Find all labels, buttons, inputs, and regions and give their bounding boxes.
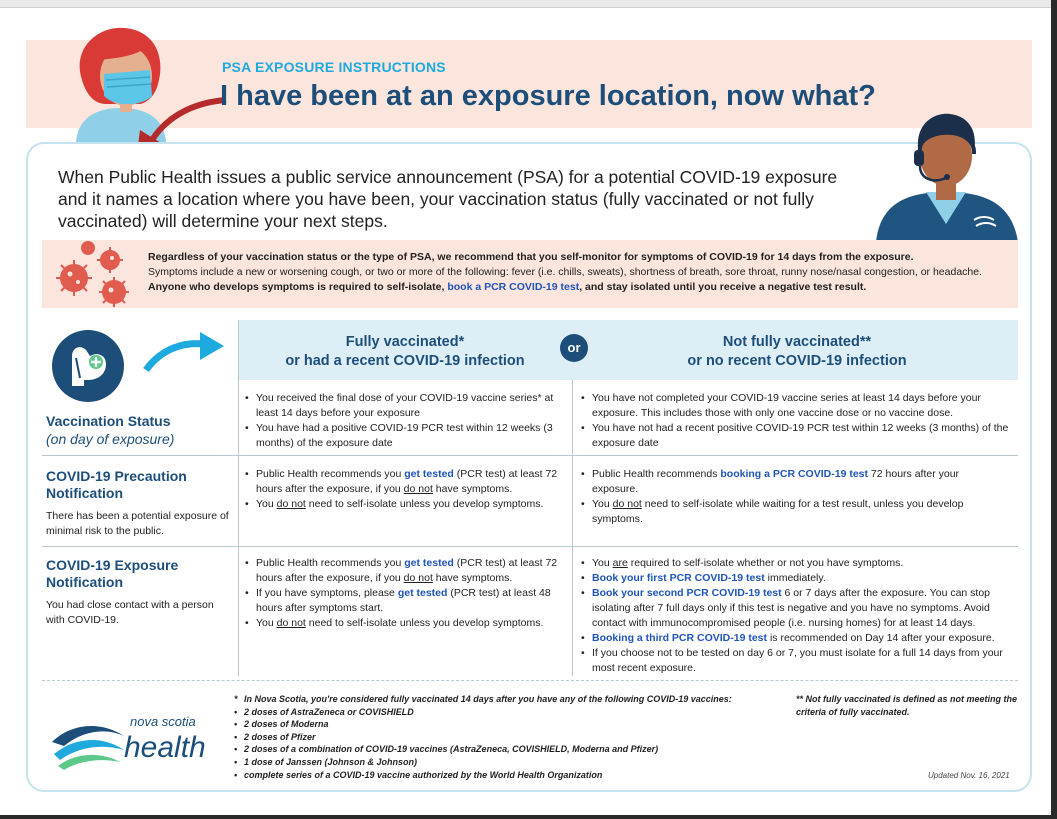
text: have symptoms. <box>432 483 513 495</box>
get-tested-link[interactable]: get tested <box>404 557 454 569</box>
symptoms-text: Symptoms include a new or worsening cough, or two or more of the following: fever (i.e. chills, sweats), shortness of breath, sore throat, runny nose/nasal congestion, or headache. <box>148 266 983 278</box>
exposure-notification-title: COVID-19 Exposure Notification <box>46 557 179 590</box>
vaccine-item <box>234 756 774 769</box>
book-pcr-test-link[interactable]: book a PCR COVID-19 test <box>447 281 580 293</box>
exposure-not-item: • If you choose not to be tested on day 6 or 7, you must isolate for a full 14 days from your most recent exposure. <box>578 646 1014 676</box>
text: 2 doses of a combination of COVID-19 vaccines (AstraZeneca, COVISHIELD, Moderna and Pfizer) <box>244 744 659 755</box>
text: immediately. <box>764 572 826 584</box>
health-worker-illustration <box>876 108 1018 242</box>
get-tested-link[interactable]: get tested <box>397 587 448 599</box>
exposure-notification-desc: You had close contact with a person with COVID-19. <box>46 599 214 626</box>
text: 72 hours after your exposure. <box>592 468 960 495</box>
bullet: • <box>234 719 238 730</box>
status-not-item: • You have not completed your COVID-19 vaccine series at least 14 days before your exposure. This includes those with only one vaccine dose or no vaccine dose. <box>578 391 1014 421</box>
bullet: • <box>234 744 238 755</box>
vaccination-status-sublabel: (on day of exposure) <box>46 431 175 447</box>
footer-divider <box>42 680 1018 681</box>
text: You <box>592 557 613 569</box>
exposure-not-item <box>578 586 1014 631</box>
book-second-test-link[interactable]: Book your second PCR COVID-19 test <box>592 587 782 599</box>
or-badge: or <box>560 334 588 362</box>
book-pcr-test-link[interactable]: booking a PCR COVID-19 test <box>720 468 868 480</box>
not-fully-vaccinated-title-line1: Not fully vaccinated** <box>722 334 872 350</box>
bullet: • <box>234 756 238 767</box>
status-full-cell <box>242 391 568 451</box>
text: You <box>256 498 277 510</box>
status-not-cell <box>578 391 1014 451</box>
text: (PCR test) at least 72 hours after the exposure, if you <box>256 468 558 495</box>
not-fully-vaccinated-title <box>592 333 1002 371</box>
emphasis: do not <box>612 498 642 510</box>
text: (PCR test) at least 48 hours after symptoms start. <box>256 587 551 614</box>
footnote-marker: * <box>234 694 238 704</box>
text: Public Health recommends you <box>256 468 405 480</box>
row-divider-2 <box>42 546 1018 547</box>
emphasis: do not <box>276 498 306 510</box>
text: You <box>592 498 613 510</box>
header-kicker: PSA EXPOSURE INSTRUCTIONS <box>222 59 446 75</box>
self-monitor-text <box>148 250 1014 295</box>
exposure-not-item <box>578 571 1014 586</box>
text: 6 or 7 days after the exposure. You can stop isolating after 7 full days only if this test is negative and you have no symptoms. Avoid contact with immunocompromised people (i.e. nursing homes) for at least 14 days. <box>592 587 991 629</box>
precaution-not-cell <box>578 467 978 527</box>
precaution-not-item <box>578 497 978 527</box>
isolation-requirement: Anyone who develops symptoms is required to self-isolate, <box>148 281 445 293</box>
vaccine-item <box>234 718 774 731</box>
text: Public Health recommends <box>592 468 721 480</box>
status-full-item: • You received the final dose of your COVID-19 vaccine series* at least 14 days before your exposure <box>242 391 568 421</box>
text: 1 dose of Janssen (Johnson & Johnson) <box>244 756 418 767</box>
text: (PCR test) at least 72 hours after the exposure, if you <box>256 557 558 584</box>
teal-arrow-icon <box>142 330 226 374</box>
book-first-test-link[interactable]: Book your first PCR COVID-19 test <box>592 572 765 584</box>
footnote-intro <box>234 693 774 706</box>
page-bottom-edge <box>0 815 1057 819</box>
exposure-full-item <box>242 556 568 586</box>
text: need to self-isolate unless you develop symptoms. <box>305 617 544 629</box>
page-right-edge <box>1051 0 1057 819</box>
vaccine-item <box>234 706 774 719</box>
fully-vaccinated-footnote <box>234 693 774 781</box>
text: have symptoms. <box>432 572 513 584</box>
vaccine-item <box>234 769 774 782</box>
text: If you have symptoms, please <box>256 587 398 599</box>
fully-vaccinated-title <box>252 333 558 371</box>
logo-wordmark-main: health <box>124 731 206 764</box>
emphasis: do not <box>276 617 306 629</box>
text: 2 doses of AstraZeneca or COVISHIELD <box>244 706 414 717</box>
exposure-full-item <box>242 616 568 631</box>
text: Public Health recommends you <box>256 557 405 569</box>
vaccinated-arm-icon <box>50 328 126 404</box>
bullet: • <box>234 769 238 780</box>
exposure-full-cell <box>242 556 568 631</box>
emphasis: do not <box>403 483 433 495</box>
book-third-test-link[interactable]: Booking a third PCR COVID-19 test <box>592 632 768 644</box>
exposure-full-item <box>242 586 568 616</box>
text: In Nova Scotia, you're considered fully vaccinated 14 days after you have any of the following COVID-19 vaccines: <box>244 694 732 704</box>
status-full-item: • You have had a positive COVID-19 PCR test within 12 weeks (3 months) of the exposure date <box>242 421 568 451</box>
precaution-notification-desc: There has been a potential exposure of minimal risk to the public. <box>46 510 229 537</box>
virus-icon <box>48 236 140 310</box>
text: required to self-isolate whether or not you have symptoms. <box>627 557 904 569</box>
column-divider-middle <box>572 380 573 676</box>
vaccine-item <box>234 743 774 756</box>
bullet: • <box>234 731 238 742</box>
status-not-item: • You have not had a recent positive COVID-19 PCR test within 12 weeks (3 months) of the exposure date <box>578 421 1014 451</box>
not-fully-vaccinated-footnote: ** Not fully vaccinated is defined as not meeting the criteria of fully vaccinated. <box>796 694 1018 717</box>
text: need to self-isolate unless you develop symptoms. <box>305 498 544 510</box>
page-title: I have been at an exposure location, now what? <box>220 80 876 112</box>
exposure-not-cell <box>578 556 1014 676</box>
fully-vaccinated-title-line1: Fully vaccinated* <box>345 334 465 350</box>
precaution-not-item <box>578 467 978 497</box>
vaccine-item <box>234 731 774 744</box>
page-top-edge <box>0 0 1057 8</box>
precaution-notification-title: COVID-19 Precaution Notification <box>46 468 187 501</box>
exposure-not-item <box>578 556 1014 571</box>
not-fully-vaccinated-title-line2: or no recent COVID-19 infection <box>687 353 907 369</box>
text: You <box>256 617 277 629</box>
precaution-full-item <box>242 467 568 497</box>
fully-vaccinated-title-line2: or had a recent COVID-19 infection <box>285 353 525 369</box>
vaccination-status-label: Vaccination Status <box>46 413 171 429</box>
column-divider-left <box>238 320 239 676</box>
text: is recommended on Day 14 after your exposure. <box>767 632 995 644</box>
intro-paragraph: When Public Health issues a public service announcement (PSA) for a potential COVID-19 exposure and it names a location where you have been, your vaccination status (fully vaccinated or not fully vaccinated) will determine your next steps. <box>58 167 838 231</box>
bullet: • <box>234 706 238 717</box>
self-monitor-lead: Regardless of your vaccination status or the type of PSA, we recommend that you self-monitor for symptoms of COVID-19 for 14 days from the exposure. <box>148 251 914 263</box>
text: complete series of a COVID-19 vaccine authorized by the World Health Organization <box>244 769 603 780</box>
text: need to self-isolate while waiting for a test result, unless you develop symptoms. <box>592 498 964 525</box>
get-tested-link[interactable]: get tested <box>404 468 454 480</box>
emphasis: do not <box>403 572 433 584</box>
text: 2 doses of Pfizer <box>244 731 316 742</box>
updated-date: Updated Nov. 16, 2021 <box>928 771 1010 780</box>
emphasis: are <box>612 557 628 569</box>
logo-wordmark-top: nova scotia <box>130 714 196 729</box>
text: 2 doses of Moderna <box>244 719 329 730</box>
exposure-not-item <box>578 631 1014 646</box>
precaution-full-cell <box>242 467 568 512</box>
row-divider-1 <box>42 455 1018 456</box>
precaution-full-item <box>242 497 568 512</box>
isolation-tail: , and stay isolated until you receive a negative test result. <box>579 281 867 293</box>
